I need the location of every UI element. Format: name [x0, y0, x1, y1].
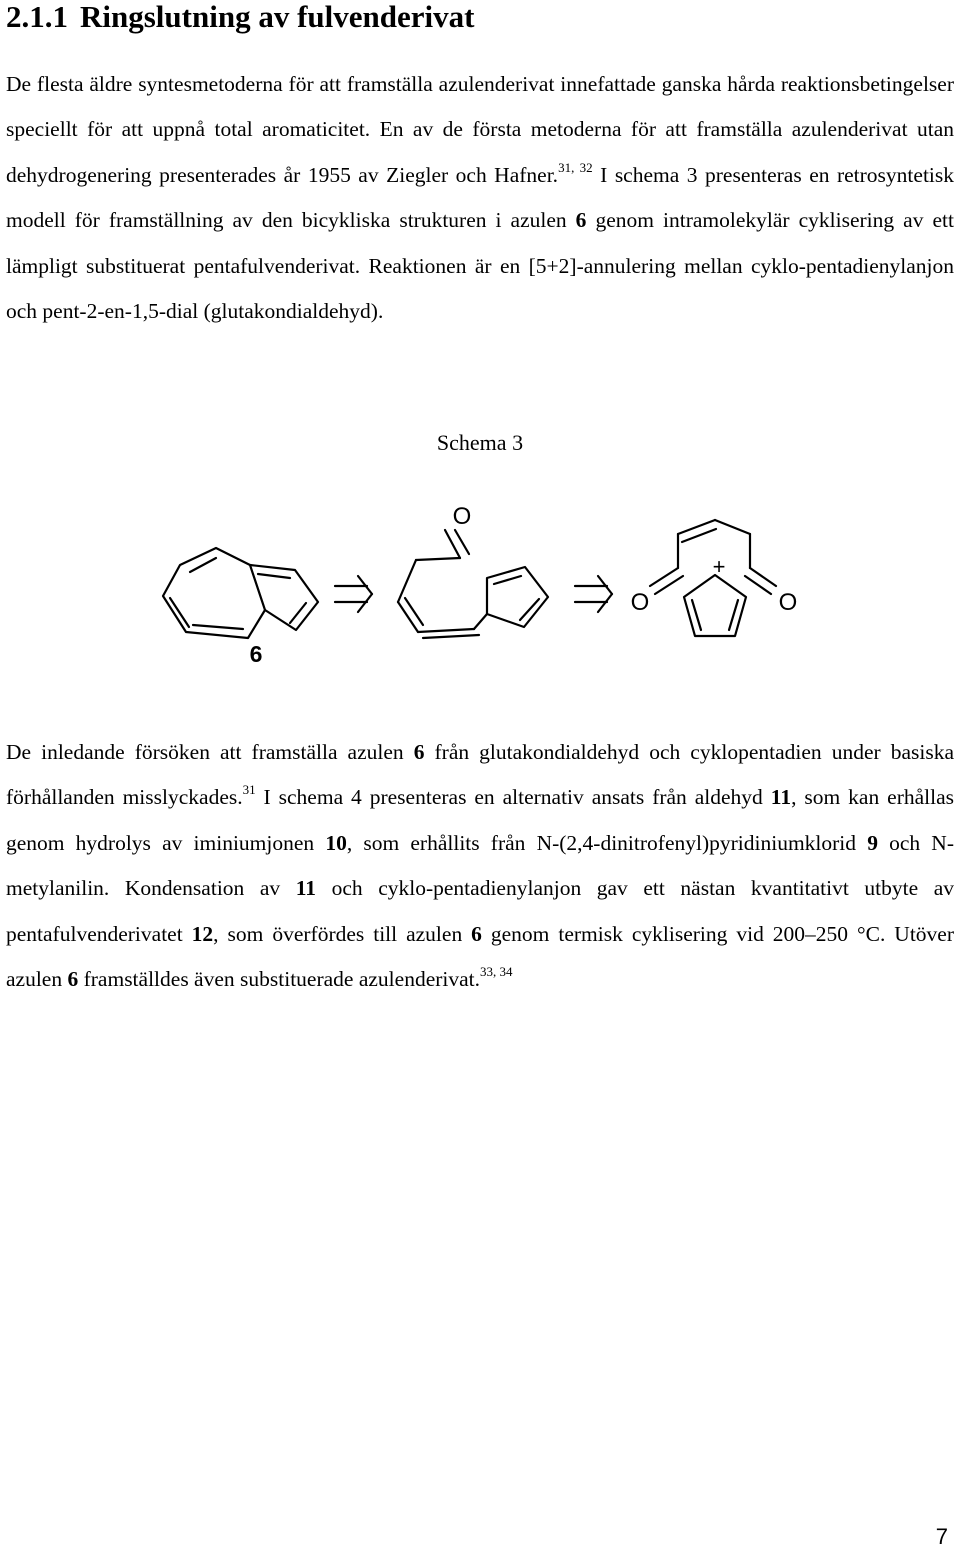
- text-run: genom intramolekylär cyklisering av ett lämpligt substituerat pentafulvenderivat. Reaktionen är en [5+2]-annulering mellan cyklo-pentadienylanjon och pent-2-en-1,5-dial (glutakondialdehyd).: [6, 208, 954, 324]
- compound-number: 6: [67, 967, 79, 992]
- paragraph-results: [6, 730, 954, 1002]
- text-run: och cyklo-pentadienylanjon gav ett nästan kvantitativt utbyte av pentafulvenderivatet: [6, 876, 954, 946]
- text-run: De inledande försöken att framställa azulen: [6, 740, 414, 764]
- section-number: 2.1.1: [6, 0, 68, 34]
- compound-number: 9: [867, 830, 878, 855]
- scheme-caption: Schema 3: [436, 430, 524, 455]
- azulene-structure: [163, 548, 318, 638]
- oxygen-atom-label: O: [778, 589, 798, 616]
- text-run: och N-metylanilin. Kondensation av: [6, 830, 954, 901]
- charge-label: +: [712, 554, 726, 579]
- oxygen-atom-label: O: [630, 589, 650, 616]
- text-run: De flesta äldre syntesmetoderna för att framställa azulenderivat innefattade ganska hårda reaktionsbetingelser speciellt för att uppnå total aromaticitet. En av de första metoderna för att framställa azulenderivat utan dehydrogenering presenterades år 1955 av Ziegler och Hafner.: [6, 72, 954, 187]
- compound-number: 6: [471, 921, 482, 946]
- text-run: , som erhållits från N-(2,4-dinitrofenyl)pyridiniumklorid: [346, 830, 868, 855]
- compound-number: 10: [325, 830, 347, 855]
- retrosynthesis-arrow-1: [335, 576, 372, 612]
- text-run: , som kan erhållas genom hydrolys av iminiumjonen: [6, 785, 954, 855]
- compound-number: 6: [413, 740, 425, 764]
- section-heading: [6, 0, 474, 34]
- text-run: , som överfördes till azulen: [213, 921, 472, 946]
- compound-number: 11: [295, 876, 317, 901]
- paragraph-intro: [6, 62, 954, 334]
- citation-superscript: 33, 34: [480, 964, 513, 980]
- text-run: I schema 4 presenteras en alternativ ansats från aldehyd: [255, 785, 771, 810]
- oxygen-atom-label: O: [452, 503, 472, 530]
- page-number: 7: [935, 1524, 948, 1549]
- compound-number: 11: [770, 785, 792, 810]
- text-run: framställdes även substituerade azulenderivat.: [78, 967, 481, 992]
- section-title: Ringslutning av fulvenderivat: [80, 0, 475, 34]
- compound-number: 12: [191, 921, 214, 946]
- compound-label: 6: [249, 641, 263, 667]
- retrosynthesis-arrow-2: [575, 576, 612, 612]
- text-run: från glutakondialdehyd och cyklopentadien under basiska förhållanden misslyckades.: [6, 740, 954, 810]
- citation-superscript: 31, 32: [558, 159, 593, 175]
- text-run: I schema 3 presenteras en retrosyntetisk modell för framställning av den bicykliska strukturen i azulen: [6, 162, 955, 233]
- citation-superscript: 31: [242, 782, 256, 798]
- text-run: genom termisk cyklisering vid 200–250 °C. Utöver azulen: [6, 921, 954, 992]
- fulvene-aldehyde-structure: [398, 530, 548, 638]
- retrosynthesis-scheme: [0, 490, 960, 690]
- cyclopentadienyl-structure: [684, 575, 746, 636]
- compound-number: 6: [575, 208, 587, 233]
